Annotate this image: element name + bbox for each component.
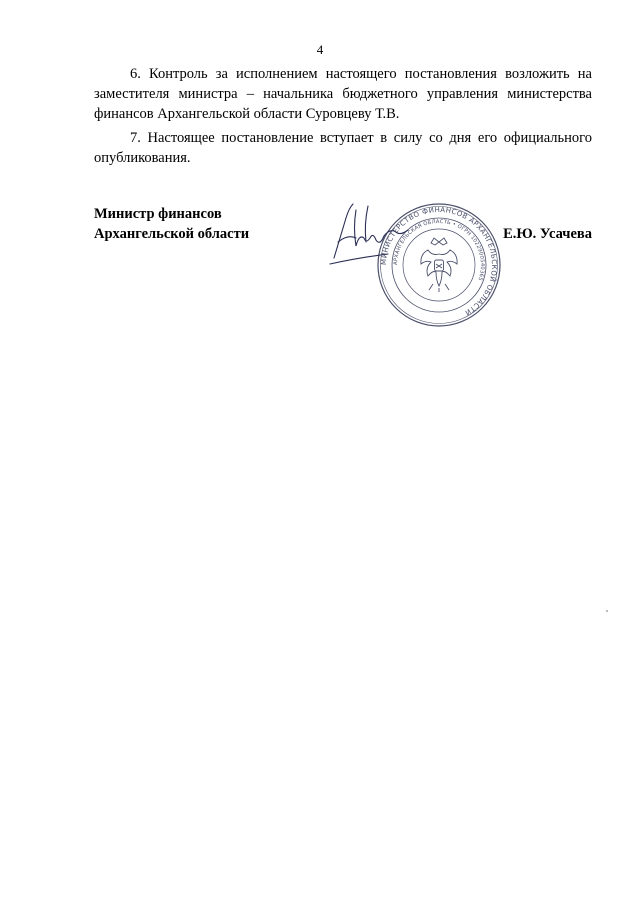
page-number: 4	[316, 42, 324, 57]
handwritten-signature	[326, 198, 416, 268]
eagle-emblem-icon	[421, 238, 457, 292]
signer-title-line1: Министр финансов	[94, 206, 222, 222]
seal-inner-text: АРХАНГЕЛЬСКАЯ ОБЛАСТЬ • ОГРН 1022900540365	[392, 218, 486, 282]
signer-title	[94, 204, 249, 244]
signer-title-line2: Архангельской области	[94, 226, 250, 242]
paragraph-7: 7. Настоящее постановление вступает в силу со дня его официального опубликования.	[94, 130, 592, 166]
seal-outer-text: МИНИСТЕРСТВО ФИНАНСОВ АРХАНГЕЛЬСКОЙ ОБЛАСТИ	[379, 205, 499, 317]
signer-name: Е.Ю. Усачева	[503, 226, 592, 242]
paragraph-6: 6. Контроль за исполнением настоящего постановления возложить на заместителя министра – начальника бюджетного управления министерства финансов Архангельской области Суровцеву Т.В.	[94, 66, 592, 122]
scan-speck	[606, 610, 608, 612]
document-body	[94, 64, 592, 172]
signature-block	[94, 204, 592, 324]
